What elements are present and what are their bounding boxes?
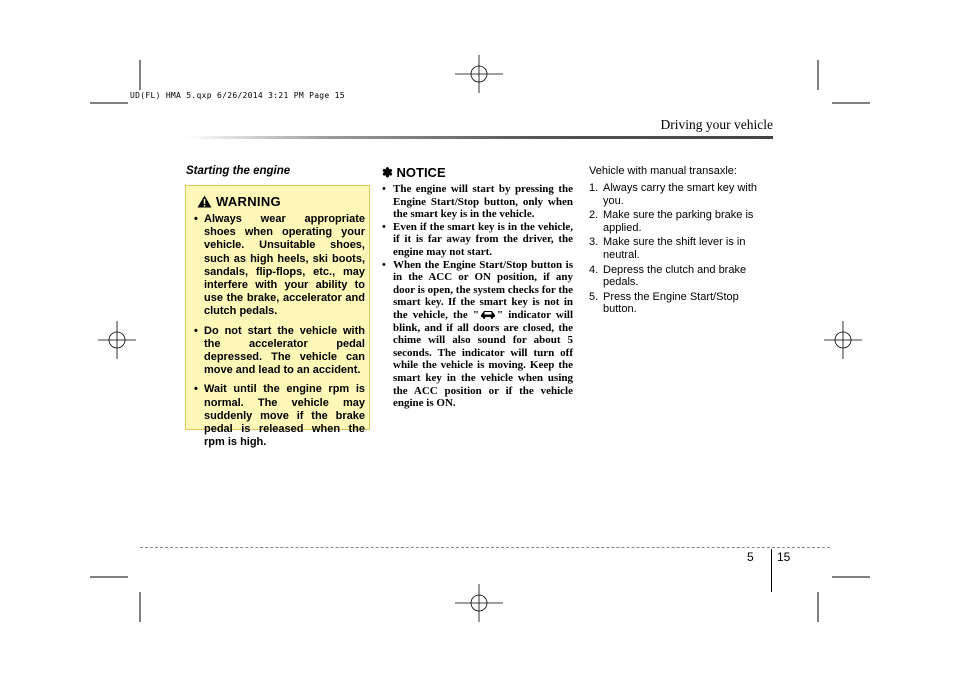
warning-header [197, 194, 281, 209]
warning-box [185, 185, 370, 449]
notice-item: • The engine will start by pressing the Engine Start/Stop button, only when the smart key is in the vehicle. [382, 183, 573, 221]
warning-triangle-icon [197, 195, 212, 208]
warning-title: WARNING [216, 194, 281, 209]
step-number: 1. [589, 182, 599, 194]
registration-mark-top [455, 55, 503, 93]
step-number: 2. [589, 209, 599, 222]
step-text: Press the Engine Start/Stop button. [603, 290, 739, 316]
notice-item: • Even if the smart key is in the vehicle, if it is far away from the driver, the engine may not start. [382, 221, 573, 259]
notice-title: ✽ NOTICE [382, 165, 446, 180]
step-text: Make sure the shift lever is in neutral. [603, 236, 746, 261]
warning-item: • Wait until the engine rpm is normal. The vehicle may suddenly move if the brake pedal is released when the rpm is high. [192, 383, 365, 449]
step-number: 3. [589, 236, 599, 249]
step-text: Always carry the smart key with you. [603, 182, 758, 207]
registration-mark-left [98, 321, 136, 359]
procedure-steps [589, 182, 774, 318]
notice-item [382, 259, 573, 410]
notice-list [382, 183, 573, 410]
notice-item-text-end: " indicator will blink, and if all doors are closed, the chime will also sound for about 5 seconds. The indicator will turn off while the vehicle is moving. Keep the smart key in the vehicle when using the ACC position or if the vehicle engine is ON. [393, 308, 574, 410]
step-text: Depress the clutch and brake pedals. [603, 263, 747, 289]
running-header: Driving your vehicle [660, 117, 773, 132]
step-number: 5. [589, 290, 599, 303]
header-rule [186, 136, 773, 139]
section-title: Starting the engine [186, 165, 291, 177]
page-number: 15 [777, 550, 791, 564]
step-text: Make sure the parking brake is applied. [603, 209, 754, 234]
chapter-number: 5 [747, 550, 754, 564]
warning-list [192, 213, 365, 455]
procedure-step [589, 264, 774, 289]
key-indicator-icon [479, 309, 497, 319]
page-number-divider [771, 549, 772, 592]
procedure-step [589, 291, 774, 316]
procedure-step [589, 236, 774, 261]
registration-mark-bottom [455, 584, 503, 622]
procedure-step [589, 209, 774, 234]
footer-rule [140, 547, 830, 548]
step-number: 4. [589, 263, 599, 276]
procedure-step [589, 182, 774, 207]
warning-item: • Do not start the vehicle with the accelerator pedal depressed. The vehicle can move and lead to an accident. [192, 325, 365, 378]
notice-item-text-start: When the Engine Start/Stop button is in the ACC or ON position, if any door is open, the system checks for the smart key. If the smart key is not in the vehicle, the " [393, 258, 573, 321]
procedure-intro: Vehicle with manual transaxle: [589, 165, 737, 177]
print-slug: UD(FL) HMA 5.qxp 6/26/2014 3:21 PM Page 15 [130, 91, 345, 100]
registration-mark-right [824, 321, 862, 359]
warning-item: • Always wear appropriate shoes when operating your vehicle. Unsuitable shoes, such as high heels, ski boots, sandals, flip-flops, etc., may interfere with your ability to use the brake, accelerator and clutch pedals. [192, 213, 365, 319]
